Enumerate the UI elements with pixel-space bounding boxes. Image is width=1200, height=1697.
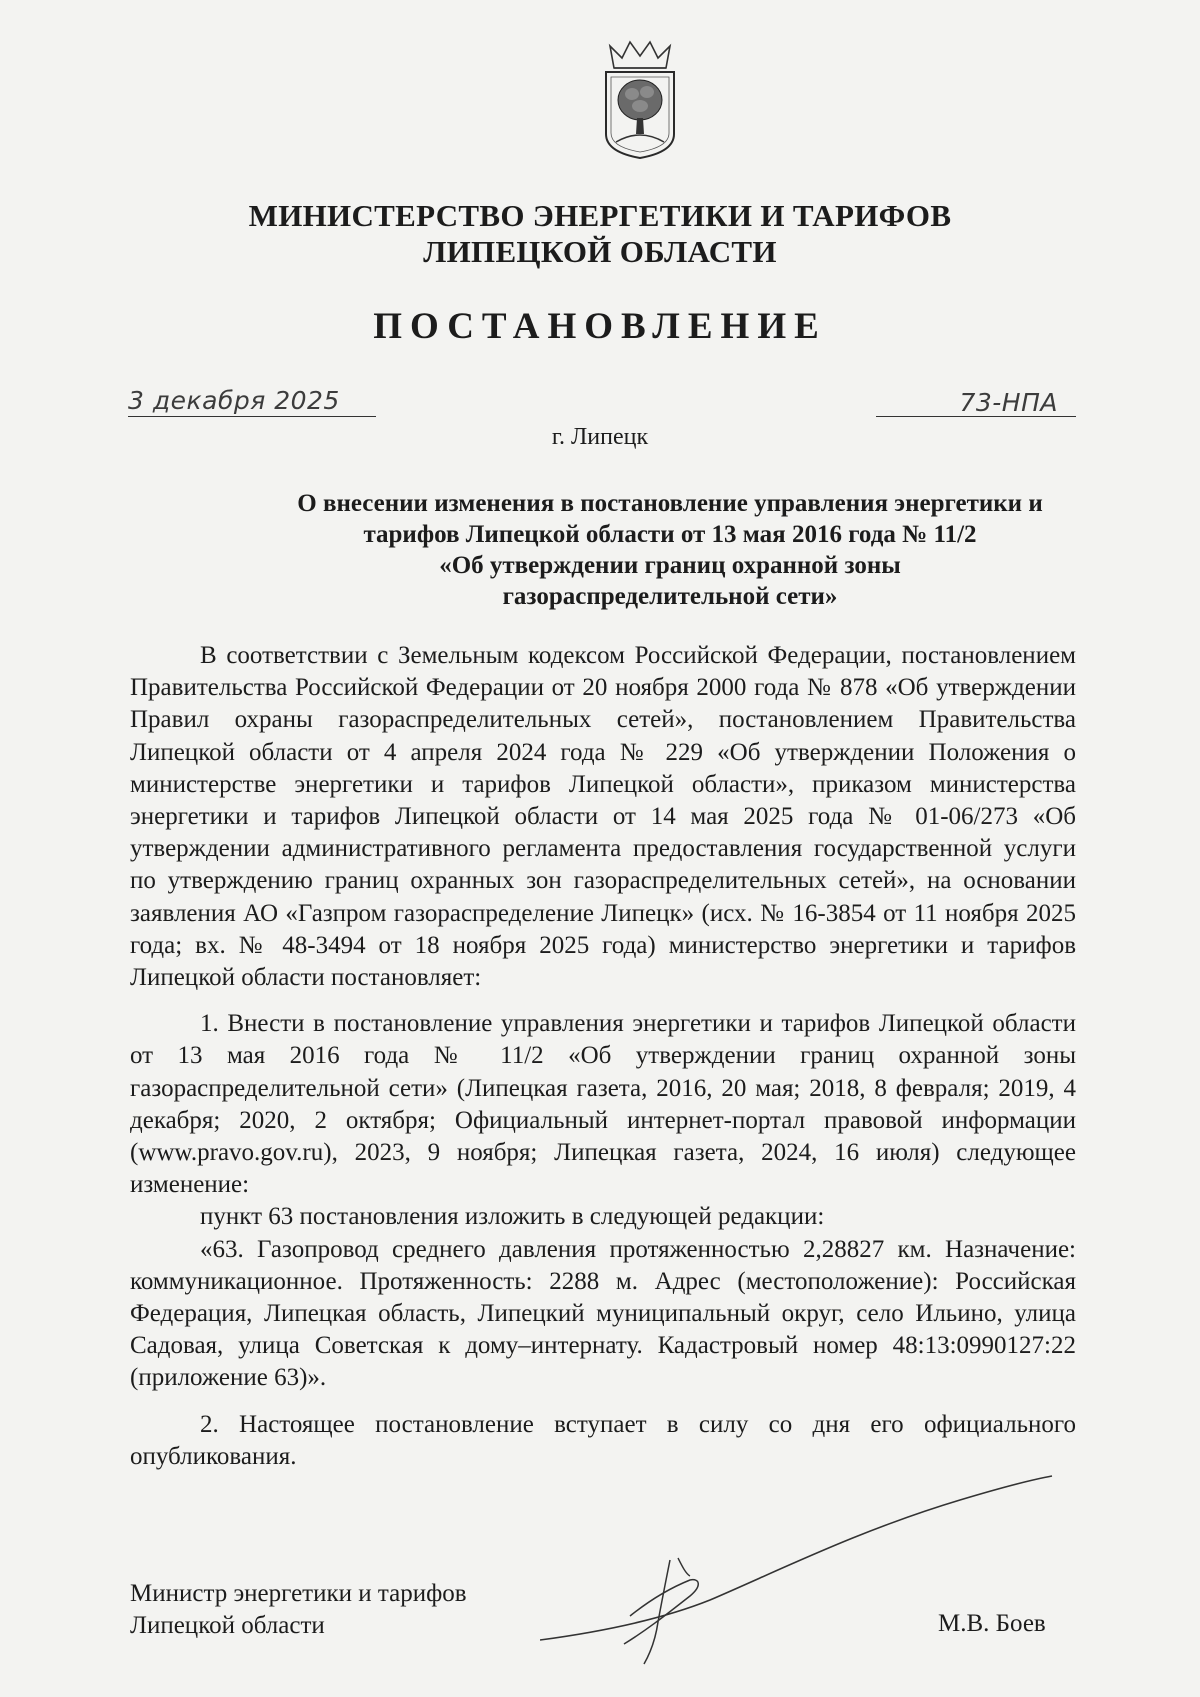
handwritten-signature (540, 1450, 1060, 1680)
document-number: 73-НПА (959, 388, 1058, 417)
signer-position-line-2: Липецкой области (130, 1612, 325, 1639)
signer-position (130, 1578, 590, 1642)
organization-line-2: ЛИПЕЦКОЙ ОБЛАСТИ (423, 234, 777, 269)
item-1-sub-paragraph: пункт 63 постановления изложить в следующей редакции: (200, 1203, 825, 1231)
item-1-paragraph: 1. Внести в постановление управления энергетики и тарифов Липецкой области от 13 мая 2016 года № 11/2 «Об утверждении границ охранной зоны газораспределительной сети» (Липецкая газета, 2016, 20 мая; 2018, 8 февраля; 2019, 4 декабря; 2020, 2 октября; Официальный интернет-портал правовой информации (www.pravo.gov.ru), 2023, 9 ноября; Липецкая газета, 2024, 16 июля) следующее изменение: (130, 1010, 1076, 1199)
title-line-4: газораспределительной сети» (502, 583, 838, 610)
date-underline (128, 416, 376, 417)
organization-line-1: МИНИСТЕРСТВО ЭНЕРГЕТИКИ И ТАРИФОВ (248, 198, 952, 233)
document-city: г. Липецк (551, 424, 649, 450)
document-title (240, 488, 1100, 612)
document-body (130, 640, 1076, 1473)
item-2-paragraph: 2. Настоящее постановление вступает в силу со дня его официального опубликования. (130, 1410, 1076, 1470)
document-date: 3 декабря 2025 (128, 386, 340, 415)
title-line-1: О внесении изменения в постановление управления энергетики и (297, 490, 1043, 517)
number-underline (876, 416, 1076, 417)
signer-position-line-1: Министр энергетики и тарифов (130, 1580, 467, 1607)
preamble-paragraph: В соответствии с Земельным кодексом Российской Федерации, постановлением Правительства Российской Федерации от 20 ноября 2000 года № 878 «Об утверждении Правил охраны газораспределительных сетей», постановлением Правительства Липецкой области от 4 апреля 2024 года № 229 «Об утверждении Положения о министерстве энергетики и тарифов Липецкой области», приказом министерства энергетики и тарифов Липецкой области от 14 мая 2025 года № 01-06/273 «Об утверждении административного регламента предоставления государственной услуги по утверждению границ охранных зон газораспределительных сетей», на основании заявления АО «Газпром газораспределение Липецк» (исх. № 16-3854 от 11 ноября 2025 года; вх. № 48-3494 от 18 ноября 2025 года) министерство энергетики и тарифов Липецкой области постановляет: (130, 642, 1076, 992)
document-type: ПОСТАНОВЛЕНИЕ (373, 306, 827, 347)
title-line-3: «Об утверждении границ охранной зоны (439, 552, 901, 579)
coat-of-arms-icon (596, 38, 684, 162)
item-1-quote-paragraph: «63. Газопровод среднего давления протяженностью 2,28827 км. Назначение: коммуникационное. Протяженность: 2288 м. Адрес (местоположение): Российская Федерация, Липецкая область, Липецкий муниципальный округ, село Ильино, улица Садовая, улица Советская к дому–интернату. Кадастровый номер 48:13:0990127:22 (приложение 63)». (130, 1235, 1076, 1392)
title-line-2: тарифов Липецкой области от 13 мая 2016 года № 11/2 (363, 521, 977, 548)
signer-name: М.В. Боев (938, 1610, 1046, 1637)
organization-name (0, 198, 1200, 270)
